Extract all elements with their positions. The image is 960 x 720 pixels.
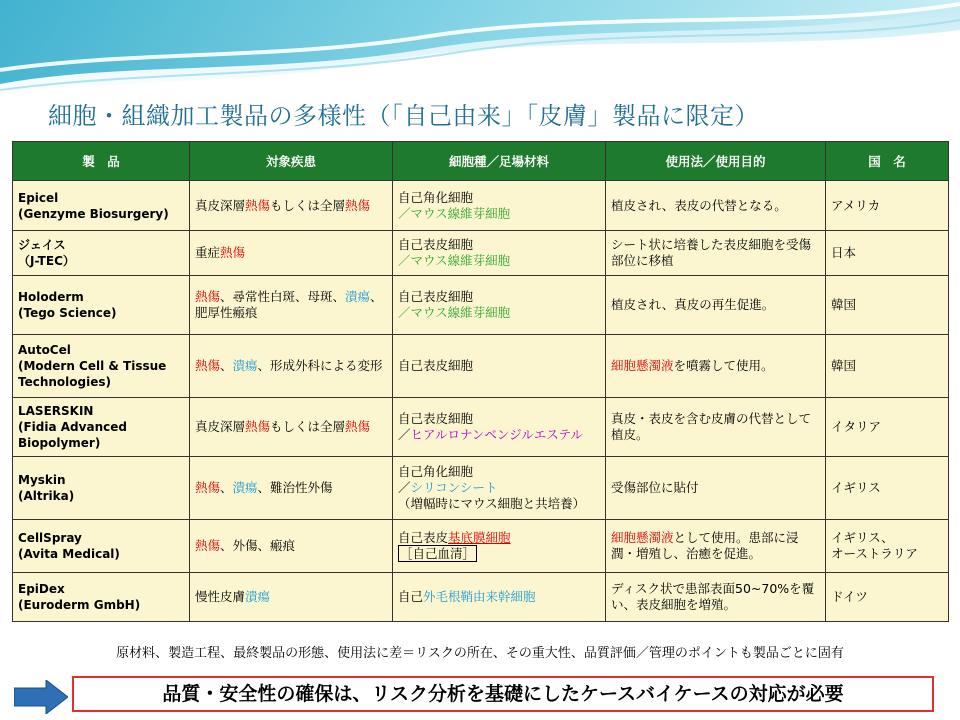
- text-segment: 自己表皮: [398, 530, 449, 545]
- text-segment: ／マウス線維芽細胞: [398, 253, 511, 268]
- text-segment: シリコンシート: [410, 480, 498, 495]
- cells-line: [398, 480, 600, 496]
- text-segment: 自己角化細胞: [398, 189, 474, 205]
- table-row: [13, 457, 949, 520]
- product-line: (Fidia Advanced: [18, 420, 127, 434]
- cells-cell: [393, 573, 606, 622]
- text-segment: 植皮され、表皮の代替となる。: [611, 197, 787, 213]
- text-segment: を噴霧して使用。: [673, 358, 774, 373]
- cells-line: [398, 464, 600, 480]
- country-line: イギリス: [831, 480, 881, 495]
- product-cell: [13, 181, 190, 231]
- text-segment: ［自己血清］: [400, 546, 476, 561]
- page-title: 細胞・組織加工製品の多様性（「自己由来」「皮膚」製品に限定）: [48, 102, 759, 130]
- text-segment: シート状に培養した表皮細胞を受傷部位に移植: [611, 237, 812, 268]
- text-segment: 熱傷: [195, 289, 221, 304]
- column-header-disease: 対象疾患: [190, 142, 393, 181]
- country-cell: [826, 335, 949, 398]
- product-cell: [13, 276, 190, 335]
- product-line: EpiDex: [18, 582, 65, 596]
- table-row: [13, 398, 949, 457]
- text-segment: 熱傷: [195, 480, 221, 495]
- text-segment: もしくは全層: [270, 419, 346, 434]
- text-segment: 熱傷: [345, 197, 371, 213]
- usage-cell: [606, 335, 826, 398]
- text-segment: 、尋常性白斑、母斑、: [220, 289, 346, 304]
- table-row: [13, 573, 949, 622]
- text-segment: 熱傷: [245, 197, 271, 213]
- cells-line: [398, 237, 600, 253]
- country-line: ドイツ: [831, 589, 868, 604]
- text-segment: 、形成外科による変形: [257, 358, 383, 373]
- product-line: Epicel: [18, 190, 59, 205]
- text-segment: 受傷部位に貼付: [611, 480, 699, 495]
- cells-cell: [393, 520, 606, 573]
- product-cell: [13, 231, 190, 276]
- text-segment: 熱傷: [220, 245, 246, 260]
- cells-cell: [393, 231, 606, 276]
- text-segment: 自己表皮細胞: [398, 289, 474, 304]
- text-segment: 真皮深層: [195, 419, 246, 434]
- text-segment: 、外傷、瘢痕: [220, 538, 296, 553]
- product-line: (Modern Cell & Tissue: [18, 359, 167, 373]
- product-table: [12, 141, 949, 622]
- disease-cell: [190, 520, 393, 573]
- column-header-country: 国 名: [826, 142, 949, 181]
- product-line: (Avita Medical): [18, 547, 120, 561]
- conclusion-box: 品質・安全性の確保は、リスク分析を基礎にしたケースバイケースの対応が必要: [72, 676, 934, 712]
- product-line: Myskin: [18, 473, 66, 487]
- cells-line: [398, 427, 600, 443]
- text-segment: 潰瘍: [345, 289, 371, 304]
- text-segment: 、難治性外傷: [257, 480, 333, 495]
- text-segment: 自己角化細胞: [398, 464, 474, 479]
- text-segment: 自己: [398, 589, 424, 604]
- country-line: 韓国: [831, 297, 857, 312]
- text-segment: 、肥厚性瘢痕: [195, 289, 383, 320]
- disease-cell: [190, 457, 393, 520]
- text-segment: 熱傷: [195, 538, 221, 553]
- table-row: [13, 335, 949, 398]
- text-segment: もしくは全層: [270, 197, 346, 213]
- country-cell: [826, 276, 949, 335]
- disease-cell: [190, 181, 393, 231]
- cells-line: [398, 496, 600, 512]
- cells-line: [398, 206, 600, 222]
- text-segment: 熱傷: [345, 419, 371, 434]
- country-line: イタリア: [831, 419, 882, 434]
- usage-cell: [606, 398, 826, 457]
- text-segment: 潰瘍: [245, 589, 271, 604]
- usage-cell: [606, 276, 826, 335]
- product-line: CellSpray: [18, 531, 82, 545]
- country-cell: [826, 520, 949, 573]
- table-row: [13, 276, 949, 335]
- table-header-row: [13, 142, 949, 181]
- product-line: AutoCel: [18, 343, 71, 357]
- cells-line: [398, 289, 600, 305]
- country-line: アメリカ: [831, 197, 881, 213]
- country-line: 日本: [831, 245, 857, 260]
- cells-line: [398, 190, 600, 206]
- cells-line: [398, 411, 600, 427]
- table-row: [13, 181, 949, 231]
- cells-line: [398, 546, 600, 562]
- product-line: Biopolymer): [18, 436, 101, 450]
- product-cell: [13, 520, 190, 573]
- cells-line: [398, 358, 600, 374]
- text-segment: ／マウス線維芽細胞: [398, 205, 511, 221]
- product-line: (Tego Science): [18, 306, 117, 320]
- cells-cell: [393, 457, 606, 520]
- text-segment: ディスク状で患部表面50~70%を覆い、表皮細胞を増殖。: [611, 581, 815, 612]
- product-line: (Euroderm GmbH): [18, 598, 141, 612]
- column-header-usage: 使用法／使用目的: [606, 142, 826, 181]
- cells-cell: [393, 335, 606, 398]
- country-cell: [826, 231, 949, 276]
- disease-cell: [190, 335, 393, 398]
- table-row: [13, 231, 949, 276]
- cells-line: [398, 530, 600, 546]
- text-segment: 自己表皮細胞: [398, 411, 474, 426]
- product-line: (Genzyme Biosurgery): [18, 206, 169, 221]
- disease-cell: [190, 276, 393, 335]
- text-segment: 、: [220, 358, 233, 373]
- product-line: (Altrika): [18, 489, 75, 503]
- cells-line: [398, 253, 600, 269]
- text-segment: 潰瘍: [232, 480, 258, 495]
- cells-cell: [393, 276, 606, 335]
- product-line: （J-TEC）: [18, 254, 75, 268]
- usage-cell: [606, 573, 826, 622]
- text-segment: ヒアルロナンベンジルエステル: [410, 427, 583, 442]
- country-cell: [826, 573, 949, 622]
- text-segment: 慢性皮膚: [195, 589, 246, 604]
- text-segment: 潰瘍: [232, 358, 258, 373]
- table-row: [13, 520, 949, 573]
- text-segment: ／: [398, 480, 411, 495]
- product-line: Technologies): [18, 375, 111, 389]
- text-segment: 真皮深層: [195, 197, 246, 213]
- text-segment: （増幅時にマウス細胞と共培養）: [398, 496, 586, 511]
- product-line: LASERSKIN: [18, 404, 94, 418]
- cells-line: [398, 305, 600, 321]
- text-segment: ／: [398, 427, 411, 442]
- text-segment: 自己表皮細胞: [398, 237, 474, 252]
- country-line: イギリス、: [831, 530, 894, 545]
- disease-cell: [190, 398, 393, 457]
- product-cell: [13, 398, 190, 457]
- country-line: 韓国: [831, 358, 857, 373]
- text-segment: ／マウス線維芽細胞: [398, 305, 511, 320]
- cells-line: [398, 589, 600, 605]
- disease-cell: [190, 231, 393, 276]
- text-segment: 細胞懸濁液: [611, 530, 674, 545]
- disease-cell: [190, 573, 393, 622]
- product-cell: [13, 457, 190, 520]
- text-segment: 細胞懸濁液: [611, 358, 674, 373]
- product-line: Holoderm: [18, 290, 84, 304]
- usage-cell: [606, 520, 826, 573]
- header-wave-decoration: [0, 0, 960, 110]
- footnote: 原材料、製造工程、最終製品の形態、使用法に差＝リスクの所在、その重大性、品質評価／管理のポイントも製品ごとに固有: [116, 646, 844, 661]
- text-segment: 植皮され、真皮の再生促進。: [611, 297, 775, 312]
- text-segment: 熱傷: [195, 358, 221, 373]
- column-header-product: 製 品: [13, 142, 190, 181]
- usage-cell: [606, 231, 826, 276]
- column-header-cells: 細胞種／足場材料: [393, 142, 606, 181]
- text-segment: 熱傷: [245, 419, 271, 434]
- country-line: オーストラリア: [831, 546, 918, 561]
- usage-cell: [606, 181, 826, 231]
- product-cell: [13, 335, 190, 398]
- text-segment: 真皮・表皮を含む皮膚の代替として植皮。: [611, 411, 812, 442]
- country-cell: [826, 398, 949, 457]
- product-line: ジェイス: [18, 238, 66, 252]
- text-segment: 外毛根鞘由来幹細胞: [423, 589, 536, 604]
- usage-cell: [606, 457, 826, 520]
- country-cell: [826, 181, 949, 231]
- cells-cell: [393, 181, 606, 231]
- cells-cell: [393, 398, 606, 457]
- text-segment: として使用。患部に浸潤・増殖し、治癒を促進。: [611, 530, 799, 561]
- text-segment: 自己表皮細胞: [398, 358, 474, 373]
- text-segment: 基底膜細胞: [448, 530, 511, 545]
- text-segment: 、: [220, 480, 233, 495]
- country-cell: [826, 457, 949, 520]
- product-cell: [13, 573, 190, 622]
- text-segment: 重症: [195, 245, 221, 260]
- arrow-right-icon: [14, 680, 68, 714]
